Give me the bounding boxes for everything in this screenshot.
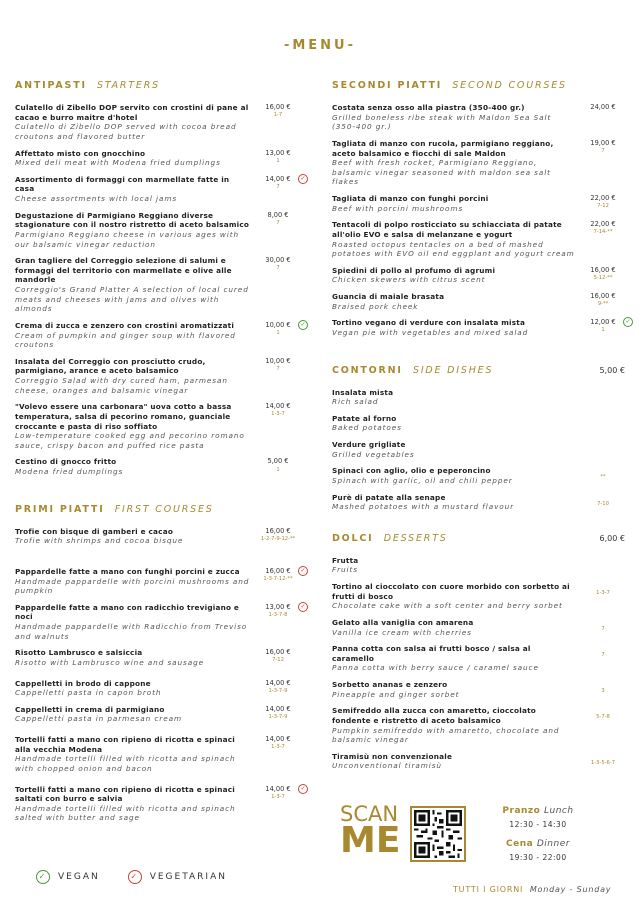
item-allergens: 1-7 — [273, 112, 283, 119]
item-price: 5,00 € — [267, 457, 289, 466]
dinner-time: 19:30 - 22:00 — [509, 853, 567, 862]
item-name: Pappardelle fatte a mano con funghi porcini e zucca — [15, 566, 240, 576]
primi-list — [15, 526, 306, 823]
item-allergens: 1-3-7-9 — [268, 713, 288, 720]
dolci-price: 6,00 € — [599, 533, 625, 543]
item-price: 24,00 € — [590, 103, 616, 111]
item-allergens: 1-3-7-8 — [268, 611, 288, 618]
item-allergens: 1-2-7-9-12-** — [260, 535, 296, 542]
item-name: Tagliata di manzo con rucola, parmigiano reggiano, aceto balsamico e fiocchi di sale Maldon — [332, 138, 554, 158]
item-allergens: 1-3-5-6-7 — [591, 759, 615, 766]
vegetarian-leaf-icon: ✓ — [298, 566, 308, 576]
vegetarian-leaf-icon: ✓ — [298, 784, 308, 794]
menu-item — [15, 357, 300, 396]
menu-item — [332, 292, 625, 311]
menu-item — [15, 648, 300, 667]
item-name: Risotto Lambrusco e salsiccia — [15, 648, 143, 658]
menu-item — [332, 103, 625, 132]
opening-days: TUTTI I GIORNI Monday - Sunday — [453, 885, 612, 894]
vegan-leaf-icon: ✓ — [623, 317, 633, 327]
antipasti-list — [15, 103, 306, 477]
item-translation: Handmade pappardelle with porcini mushrooms and pumpkin — [15, 576, 250, 596]
item-translation: Correggio Salad with dry cured ham, parmesan cheese, oranges and balsamic vinegar — [15, 376, 228, 395]
item-allergens: 1 — [276, 466, 280, 473]
section-dolci: DOLCI DESSERTS 6,00 € — [332, 532, 625, 544]
diet-legend — [36, 870, 227, 884]
item-allergens: 1-3-7-12-** — [263, 576, 293, 583]
item-name: Culatello di Zibello DOP servito con crostini di pane al cacao e burro maitre d'hotel — [15, 103, 249, 122]
menu-item — [15, 602, 306, 642]
item-name: Tortelli fatti a mano con ripieno di ricotta e spinaci alla vecchia Modena — [15, 735, 235, 754]
item-price: 13,00 € — [265, 148, 291, 157]
item-price: 14,00 € — [265, 174, 291, 183]
item-price: 16,00 € — [265, 566, 291, 575]
menu-item — [15, 679, 300, 698]
legend-vegetarian: ✓ VEGETARIAN — [128, 870, 227, 884]
item-translation: Cheese assortments with local jams — [15, 194, 178, 203]
item-price: 14,00 € — [265, 402, 291, 411]
vegetarian-leaf-icon: ✓ — [128, 870, 142, 884]
item-name: Panna cotta con salsa ai frutti bosco / salsa al caramello — [332, 644, 531, 663]
menu-item — [15, 402, 300, 450]
item-name: Verdure grigliate — [332, 440, 406, 449]
item-translation: Pumpkin semifreddo with amaretto, chocolate and balsamic vinegar — [332, 725, 560, 745]
vegetarian-leaf-icon: ✓ — [298, 174, 308, 184]
item-allergens: 7-12 — [272, 657, 284, 664]
item-translation: Beef with porcini mushrooms — [332, 203, 464, 213]
item-name: Cestino di gnocco fritto — [15, 457, 117, 467]
menu-item — [332, 440, 625, 459]
menu-item — [15, 705, 300, 724]
section-secondi: SECONDI PIATTI SECOND COURSES — [332, 80, 567, 91]
menu-item — [15, 320, 306, 350]
item-translation: Cappelletti pasta in parmesan cream — [15, 714, 182, 724]
section-primi: PRIMI PIATTI FIRST COURSES — [15, 503, 214, 515]
item-price: 22,00 € — [590, 220, 616, 229]
item-name: Pappardelle fatte a mano con radicchio trevigiano e noci — [15, 602, 240, 622]
item-allergens: 7 — [276, 183, 280, 190]
item-allergens: 7 — [276, 219, 280, 226]
item-price: 16,00 € — [265, 526, 291, 535]
item-name: Trofie con bisque di gamberi e cacao — [15, 526, 174, 536]
item-price: 14,00 € — [265, 704, 291, 713]
item-price: 19,00 € — [590, 138, 616, 147]
item-translation: Panna cotta with berry sauce / caramel sauce — [332, 663, 539, 673]
item-translation: Culatello di Zibello DOP served with cocoa bread croutons and flavored butter — [15, 122, 237, 141]
menu-item — [332, 466, 625, 485]
item-name: Degustazione di Parmigiano Reggiano diverse stagionature con il nostro ristretto di aceto balsamico — [15, 210, 250, 230]
left-column — [15, 80, 306, 830]
item-name: Affettato misto con gnocchino — [15, 148, 146, 158]
menu-item — [332, 318, 631, 337]
item-translation: Beef with fresh rocket, Parmigiano Reggiano, balsamic vinegar seasoned with maldon sea salt flakes — [332, 158, 551, 187]
section-contorni: CONTORNI SIDE DISHES 5,00 € — [332, 364, 625, 376]
item-name: Assortimento di formaggi con marmellate fatte in casa — [15, 174, 230, 194]
item-translation: Cream of pumpkin and ginger soup with flavored croutons — [15, 330, 236, 350]
item-translation: Rich salad — [332, 397, 379, 407]
scan-me-text: SCAN ME — [340, 802, 401, 861]
item-name: Frutta — [332, 555, 359, 565]
menu-item — [332, 266, 625, 285]
menu-item — [332, 414, 625, 433]
item-name: Gelato alla vaniglia con amarena — [332, 617, 474, 627]
item-translation: Pineapple and ginger sorbet — [332, 689, 460, 699]
menu-item — [332, 582, 625, 611]
item-name: Spinaci con aglio, olio e peperoncino — [332, 466, 491, 476]
lunch-time: 12:30 - 14:30 — [509, 820, 567, 829]
item-name: Insalata mista — [332, 387, 394, 397]
item-name: Tiramisù non convenzionale — [332, 751, 453, 761]
item-translation: Baked potatoes — [332, 423, 402, 433]
item-translation: Handmade tortelli filled with ricotta and spinach salted with butter and sage — [15, 803, 236, 823]
item-price: 10,00 € — [265, 356, 291, 365]
menu-item — [15, 527, 300, 546]
item-allergens: 1 — [276, 330, 280, 337]
item-allergens: 7 — [601, 625, 605, 632]
item-allergens: 1 — [276, 157, 280, 164]
item-allergens: ** — [600, 474, 606, 481]
menu-item — [15, 784, 306, 824]
item-translation: Mashed potatoes with a mustard flavour — [332, 502, 515, 512]
item-translation: Grilled vegetables — [332, 449, 415, 459]
item-name: Cappelletti in brodo di cappone — [15, 678, 151, 688]
vegan-leaf-icon: ✓ — [298, 320, 308, 330]
item-allergens: 1-3-7-9 — [268, 687, 288, 694]
item-translation: Low-temperature cooked egg and pecorino romano sauce, crispy bacon and puffed rice pasta — [15, 431, 245, 450]
item-price: 14,00 € — [265, 735, 291, 743]
item-name: Patate al forno — [332, 413, 397, 423]
item-price: 16,00 € — [590, 265, 616, 274]
item-translation: Chocolate cake with a soft center and berry sorbet — [332, 601, 563, 611]
item-name: Purè di patate alla senape — [332, 492, 446, 502]
menu-item — [15, 457, 300, 476]
vegetarian-leaf-icon: ✓ — [298, 602, 308, 612]
item-price: 30,00 € — [265, 256, 291, 265]
item-translation: Risotto with Lambrusco wine and sausage — [15, 657, 205, 667]
qr-code-icon[interactable] — [410, 806, 466, 862]
item-translation: Vanilla ice cream with cherries — [332, 627, 472, 637]
item-price: 16,00 € — [265, 648, 291, 657]
item-translation: Roasted octopus tentacles on a bed of mashed potatoes with EVO oil end eggplant and yogurt cream — [332, 239, 575, 259]
menu-item — [15, 103, 300, 142]
item-price: 22,00 € — [590, 194, 616, 202]
menu-item — [332, 194, 625, 213]
item-name: Gran tagliere del Correggio selezione di salumi e formaggi del territorio con marmellate e olive alle mandorle — [15, 256, 232, 285]
scan-me-block[interactable] — [340, 804, 470, 866]
item-allergens: 1 — [601, 327, 605, 334]
item-price: 8,00 € — [267, 210, 289, 219]
item-translation: Handmade pappardelle with Radicchio from Treviso and walnuts — [15, 622, 248, 641]
item-allergens: 7 — [276, 265, 280, 272]
item-price: 13,00 € — [265, 602, 291, 611]
legend-vegan: ✓ VEGAN — [36, 870, 100, 884]
item-translation: Vegan pie with vegetables and mixed salad — [332, 327, 529, 337]
menu-item — [332, 493, 625, 512]
item-translation: Modena fried dumplings — [15, 467, 124, 476]
opening-hours — [488, 806, 588, 872]
item-price: 14,00 € — [265, 784, 291, 793]
menu-item — [332, 706, 625, 745]
menu-item — [332, 220, 625, 259]
item-allergens: 7-12 — [597, 203, 609, 210]
menu-item — [332, 680, 625, 699]
item-name: Tagliata di manzo con funghi porcini — [332, 194, 489, 203]
item-price: 12,00 € — [590, 318, 616, 327]
item-allergens: 5-12-** — [593, 274, 613, 281]
item-name: Guancia di maiale brasata — [332, 292, 445, 301]
menu-item — [15, 149, 300, 168]
item-name: Tentacoli di polpo rosticciato su schiacciata di patate all'olio EVO e salsa di melanzane e yogurt — [332, 220, 562, 239]
dinner-label: Cena Dinner — [506, 839, 570, 849]
item-allergens: 1-3-7 — [596, 590, 610, 596]
menu-item — [332, 752, 625, 771]
menu-item — [15, 566, 306, 596]
item-allergens: 7 — [601, 148, 605, 155]
contorni-list — [332, 388, 625, 512]
contorni-price: 5,00 € — [599, 365, 625, 375]
item-allergens: 1-3-7 — [271, 744, 285, 751]
item-translation: Spinach with garlic, oil and chili pepper — [332, 475, 513, 485]
item-allergens: 7 — [601, 652, 605, 659]
menu-item — [15, 174, 306, 204]
right-column — [332, 80, 631, 778]
menu-item — [332, 644, 625, 673]
item-name: Semifreddo alla zucca con amaretto, cioccolato fondente e ristretto di aceto balsamico — [332, 706, 536, 725]
item-name: Crema di zucca e zenzero con crostini aromatizzati — [15, 320, 235, 330]
menu-item — [15, 735, 300, 774]
item-name: Costata senza osso alla piastra (350-400 gr.) — [332, 103, 525, 112]
menu-title: -MENU- — [283, 38, 357, 53]
vegan-leaf-icon: ✓ — [36, 870, 50, 884]
item-name: Tortelli fatti a mano con ripieno di ricotta e spinaci saltati con burro e salvia — [15, 784, 235, 804]
item-translation: Mixed deli meat with Modena fried dumplings — [15, 158, 221, 168]
item-name: Tortino vegano di verdure con insalata mista — [332, 318, 526, 328]
menu-item — [15, 211, 300, 250]
item-allergens: 5-7-8 — [596, 714, 610, 721]
item-price: 16,00 € — [265, 103, 291, 111]
item-allergens: 1-3-7 — [271, 411, 285, 418]
item-name: Spiedini di pollo al profumo di agrumi — [332, 265, 496, 275]
item-name: Sorbetto ananas e zenzero — [332, 680, 448, 689]
menu-item — [332, 388, 625, 407]
item-translation: Fruits — [332, 565, 358, 575]
item-price: 16,00 € — [590, 292, 616, 300]
item-allergens: 7-14-** — [593, 229, 613, 236]
item-allergens: 7 — [276, 365, 280, 372]
item-name: "Volevo essere una carbonara" uova cotto a bassa temperatura, salsa di pecorino romano, guanciale croccante e pasta di riso soffiato — [15, 402, 232, 431]
menu-item — [332, 618, 625, 637]
item-price: 14,00 € — [265, 678, 291, 687]
item-name: Insalata del Correggio con prosciutto crudo, parmigiano, arance e aceto balsamico — [15, 356, 206, 376]
secondi-list — [332, 103, 631, 338]
item-translation: Chicken skewers with citrus scent — [332, 275, 486, 285]
item-allergens: 3 — [601, 688, 605, 694]
item-translation: Cappelletti pasta in capon broth — [15, 688, 162, 698]
item-translation: Unconventional tiramisù — [332, 761, 442, 771]
item-translation: Braised pork cheek — [332, 301, 419, 311]
item-translation: Correggio's Grand Platter A selection of local cured meats and cheeses with jams and olives with almonds — [15, 285, 249, 314]
item-translation: Parmigiano Reggiano cheese in various ages with our balsamic vinegar reduction — [15, 229, 239, 249]
menu-item — [332, 556, 625, 575]
menu-item — [15, 256, 300, 314]
item-translation: Grilled boneless ribe steak with Maldon Sea Salt (350-400 gr.) — [332, 112, 552, 132]
item-price: 10,00 € — [265, 320, 291, 329]
menu-item — [332, 139, 625, 187]
dolci-list — [332, 556, 625, 771]
item-allergens: 1-3-7 — [271, 793, 285, 800]
item-allergens: 9-** — [597, 301, 609, 308]
item-translation: Trofie with shrimps and cocoa bisque — [15, 536, 184, 546]
lunch-label: Pranzo Lunch — [502, 806, 574, 816]
item-name: Cappelletti in crema di parmigiano — [15, 704, 165, 714]
section-antipasti: ANTIPASTI STARTERS — [15, 80, 160, 91]
item-name: Tortino al cioccolato con cuore morbido con sorbetto ai frutti di bosco — [332, 582, 570, 601]
item-translation: Handmade tortelli filled with ricotta and spinach with chopped onion and bacon — [15, 754, 236, 773]
item-allergens: 7-10 — [597, 500, 609, 507]
